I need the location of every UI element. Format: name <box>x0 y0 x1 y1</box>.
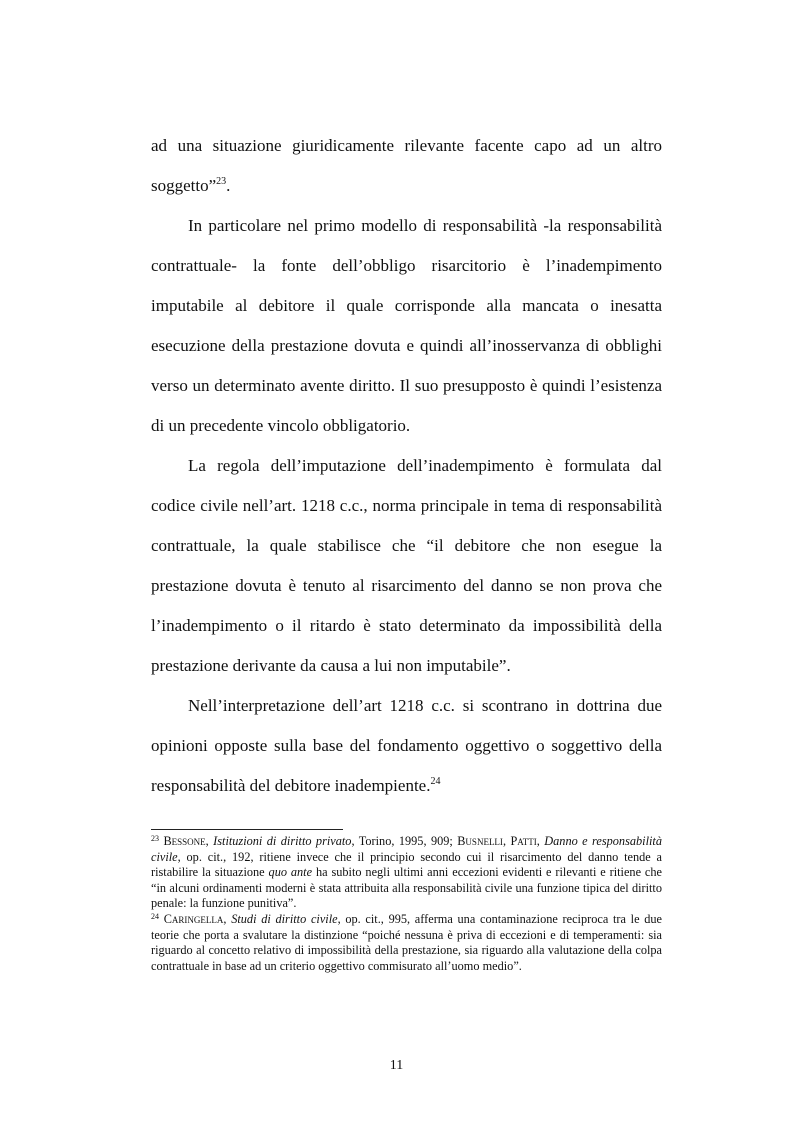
footnote-number: 24 <box>151 911 159 921</box>
footnote-title: Studi di diritto civile <box>231 911 338 926</box>
paragraph-art-1218: La regola dell’imputazione dell’inadempimento è formulata dal codice civile nell’art. 1218 c.c., norma principale in tema di responsabilità contrattuale, la quale stabilisce che “il debitore che non esegue la prestazione dovuta è tenuto al risarcimento del danno se non prova che l’inadempimento o il ritardo è stato determinato da impossibilità della prestazione derivante da causa a lui non imputabile”. <box>151 456 662 675</box>
footnote-italic-term: quo ante <box>268 865 313 880</box>
footnote-title: Danno e responsabilità civile <box>151 834 662 864</box>
page-number: 11 <box>389 1058 404 1073</box>
footnote-ref-23[interactable]: 23 <box>216 176 227 187</box>
footnote-24: $^{24}$ Caringella, Studi di diritto civile, op. cit., 995, afferma una contaminazione reciproca tra le due teorie che porta a svalutare la distinzione “poiché nessuna è priva di eccezioni e di temperamenti: sia riguardo al concetto relativo di impossibilità della prestazione, sia riguardo alla valutazione della colpa contrattuale in base ad un criterio oggettivo commisurato all’uomo medio”. <box>151 911 662 973</box>
footnote-separator <box>151 829 343 830</box>
footnote-author: Bessone <box>163 834 206 848</box>
footnote-author: Patti <box>510 834 537 848</box>
footnote-title: Istituzioni di diritto privato <box>213 834 352 848</box>
body-text <box>151 126 662 806</box>
paragraph-contractual-liability: In particolare nel primo modello di responsabilità -la responsabilità contrattuale- la fonte dell’obbligo risarcitorio è l’inadempimento imputabile al debitore il quale corrisponde alla mancata o inesatta esecuzione della prestazione dovuta e quindi all’inosservanza di obblighi verso un determinato avente diritto. Il suo presupposto è quindi l’esistenza di un precedente vincolo obbligatorio. <box>151 216 662 435</box>
paragraph-continued: ad una situazione giuridicamente rilevante facente capo ad un altro soggetto”$^{23}$. <box>151 136 662 195</box>
footnote-author: Caringella <box>163 911 224 926</box>
paragraph-doctrine: Nell’interpretazione dell’art 1218 c.c. si scontrano in dottrina due opinioni opposte sulla base del fondamento oggettivo o soggettivo della responsabilità del debitore inadempiente.$^{24}$ <box>151 696 662 795</box>
footnote-23: $^{23}$ Bessone, Istituzioni di diritto privato, Torino, 1995, 909; Busnelli, Patti, Danno e responsabilità civile, op. cit., 192, ritiene invece che il principio secondo cui il risarcimento del danno tende a ristabilire la situazione quo ante ha subito negli ultimi anni eccezioni evidenti e rilevanti e ritiene che “in alcuni ordinamenti moderni è stata attribuita alla responsabilità civile una funzione tipica del diritto penale: la funzione punitiva”. <box>151 834 662 911</box>
footnote-ref-24[interactable]: 24 <box>430 776 441 787</box>
footnotes <box>151 834 662 974</box>
footnote-number: 23 <box>151 834 159 843</box>
footnote-author: Busnelli <box>457 834 503 848</box>
